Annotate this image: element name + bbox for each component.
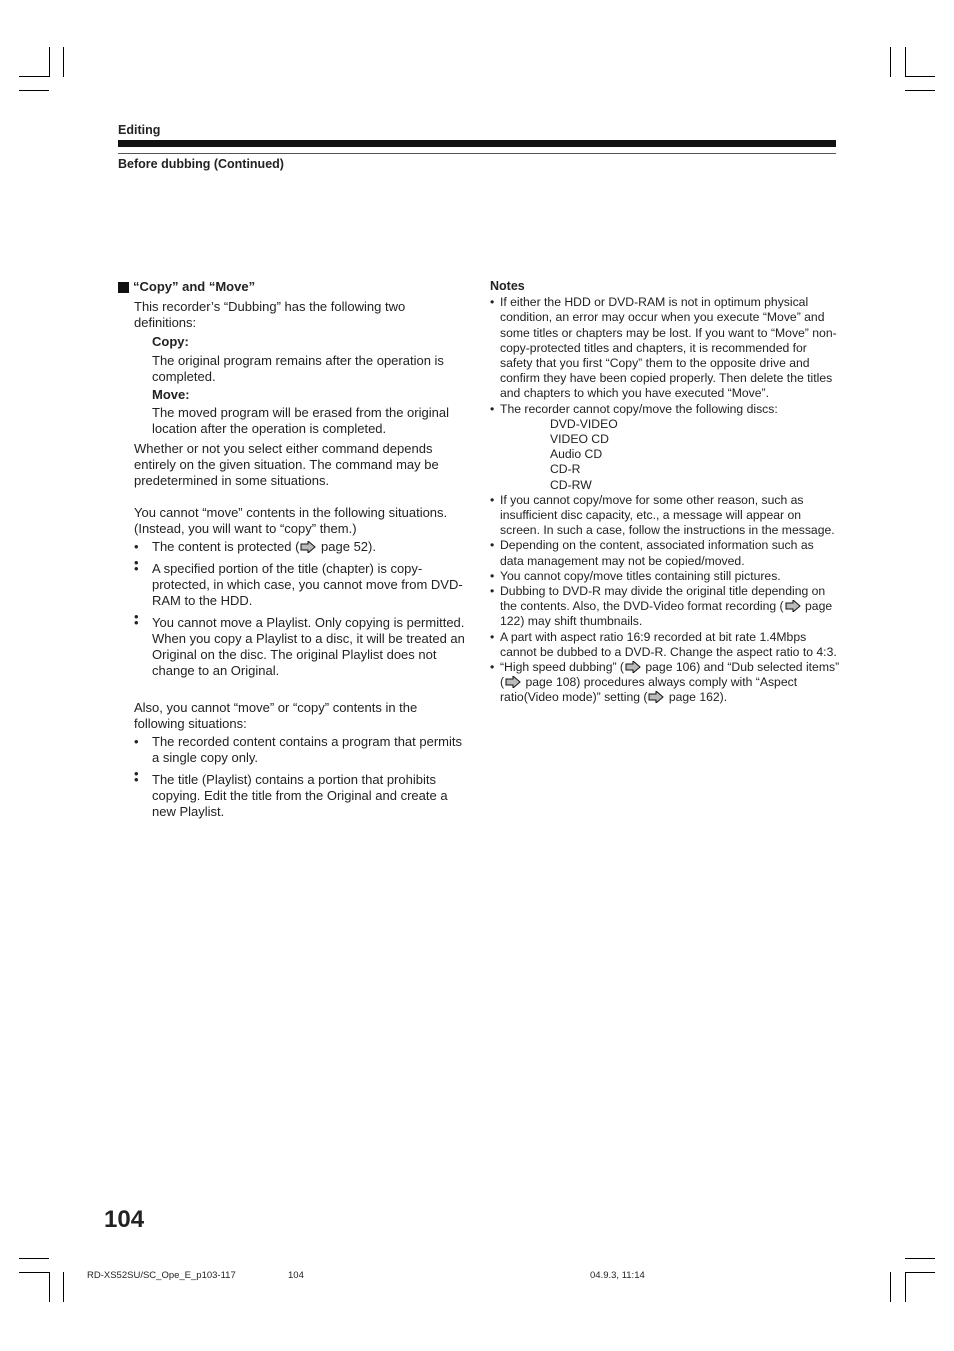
left-column bbox=[118, 279, 468, 820]
crop-mark bbox=[905, 1272, 935, 1273]
crop-mark bbox=[890, 47, 891, 77]
list-item: • The title (Playlist) contains a portion that prohibits copying. Edit the title from the Original and create a new Playlist. bbox=[118, 772, 468, 820]
section-label: Editing bbox=[118, 123, 161, 137]
note-item: • You cannot copy/move titles containing still pictures. bbox=[490, 569, 840, 584]
note-item: • If either the HDD or DVD-RAM is not in optimum physical condition, an error may occur when you execute “Move” and some titles or chapters may be lost. If you want to “Move” non-copy-protected titles and chapters, it is recommended for safety that you first “Copy” them to the opposite drive and confirm they have been copied properly. Then delete the titles and chapters to which you have executed “Move”. bbox=[490, 295, 840, 401]
list-item: • The content is protected ( page 52). bbox=[118, 539, 468, 555]
crop-mark bbox=[49, 1272, 50, 1302]
header-rule bbox=[118, 140, 836, 147]
disc-item: CD-RW bbox=[550, 477, 592, 492]
page-ref-arrow-icon bbox=[505, 676, 521, 688]
crop-mark bbox=[63, 1272, 64, 1302]
header-thin-rule bbox=[118, 153, 836, 154]
note-item: • The recorder cannot copy/move the following discs: DVD-VIDEO VIDEO CD Audio CD CD-R CD-RW bbox=[490, 402, 840, 493]
copy-text: The original program remains after the operation is completed. bbox=[152, 353, 444, 384]
disc-item: CD-R bbox=[550, 462, 581, 477]
copy-label: Copy: bbox=[152, 334, 189, 349]
crop-mark bbox=[19, 1272, 49, 1273]
crop-mark bbox=[905, 47, 906, 77]
notes-column bbox=[490, 279, 840, 706]
page-ref-arrow-icon bbox=[648, 691, 664, 703]
disc-item: DVD-VIDEO bbox=[550, 416, 618, 431]
intro-text: This recorder’s “Dubbing” has the following two definitions: bbox=[134, 299, 406, 330]
footer-file: RD-XS52SU/SC_Ope_E_p103-117 bbox=[87, 1270, 236, 1281]
crop-mark bbox=[19, 1258, 49, 1259]
crop-mark bbox=[19, 76, 49, 77]
note-item: • Dubbing to DVD-R may divide the original title depending on the contents. Also, the DVD-Video format recording ( page 122) may shift thumbnails. bbox=[490, 584, 840, 630]
list-item: • A specified portion of the title (chapter) is copy-protected, in which case, you cannot move from DVD-RAM to the HDD. bbox=[118, 561, 468, 609]
crop-mark bbox=[905, 1272, 906, 1302]
crop-mark bbox=[905, 90, 935, 91]
whether-text: Whether or not you select either command depends entirely on the given situation. The command may be predetermined in some situations. bbox=[134, 441, 439, 488]
note-item: • Depending on the content, associated information such as data management may not be copied/moved. bbox=[490, 538, 840, 568]
page-subtitle: Before dubbing (Continued) bbox=[118, 157, 284, 171]
section-heading bbox=[118, 279, 468, 295]
crop-mark bbox=[890, 1272, 891, 1302]
page-ref-arrow-icon bbox=[785, 600, 801, 612]
square-bullet-icon bbox=[118, 282, 129, 293]
disc-item: VIDEO CD bbox=[550, 432, 609, 447]
crop-mark bbox=[49, 47, 50, 77]
crop-mark bbox=[63, 47, 64, 77]
page-ref-arrow-icon bbox=[300, 541, 316, 553]
notes-title: Notes bbox=[490, 279, 525, 293]
page-number: 104 bbox=[104, 1206, 145, 1233]
footer-date: 04.9.3, 11:14 bbox=[590, 1270, 645, 1281]
heading-text: “Copy” and “Move” bbox=[133, 279, 256, 294]
also-text: Also, you cannot “move” or “copy” contents in the following situations: bbox=[134, 700, 418, 731]
page-ref-arrow-icon bbox=[625, 661, 641, 673]
move-text: The moved program will be erased from the original location after the operation is completed. bbox=[152, 405, 449, 436]
note-item: • A part with aspect ratio 16:9 recorded at bit rate 1.4Mbps cannot be dubbed to a DVD-R. Change the aspect ratio to 4:3. bbox=[490, 630, 840, 660]
crop-mark bbox=[19, 90, 49, 91]
cannot-move-text: You cannot “move” contents in the following situations. (Instead, you will want to “copy” them.) bbox=[134, 505, 448, 536]
move-label: Move: bbox=[152, 387, 190, 402]
crop-mark bbox=[905, 1258, 935, 1259]
disc-item: Audio CD bbox=[550, 447, 603, 462]
footer-page: 104 bbox=[288, 1270, 304, 1281]
crop-mark bbox=[905, 76, 935, 77]
list-item: • You cannot move a Playlist. Only copying is permitted. When you copy a Playlist to a disc, it will be treated an Original on the disc. The original Playlist does not change to an Original. bbox=[118, 615, 468, 679]
list-item: • The recorded content contains a program that permits a single copy only. bbox=[118, 734, 468, 766]
note-item: • If you cannot copy/move for some other reason, such as insufficient disc capacity, etc., a message will appear on screen. In such a case, follow the instructions in the message. bbox=[490, 493, 840, 539]
note-item: • “High speed dubbing” ( page 106) and “Dub selected items” ( page 108) procedures always comply with “Aspect ratio(Video mode)” setting ( page 162). bbox=[490, 660, 840, 706]
